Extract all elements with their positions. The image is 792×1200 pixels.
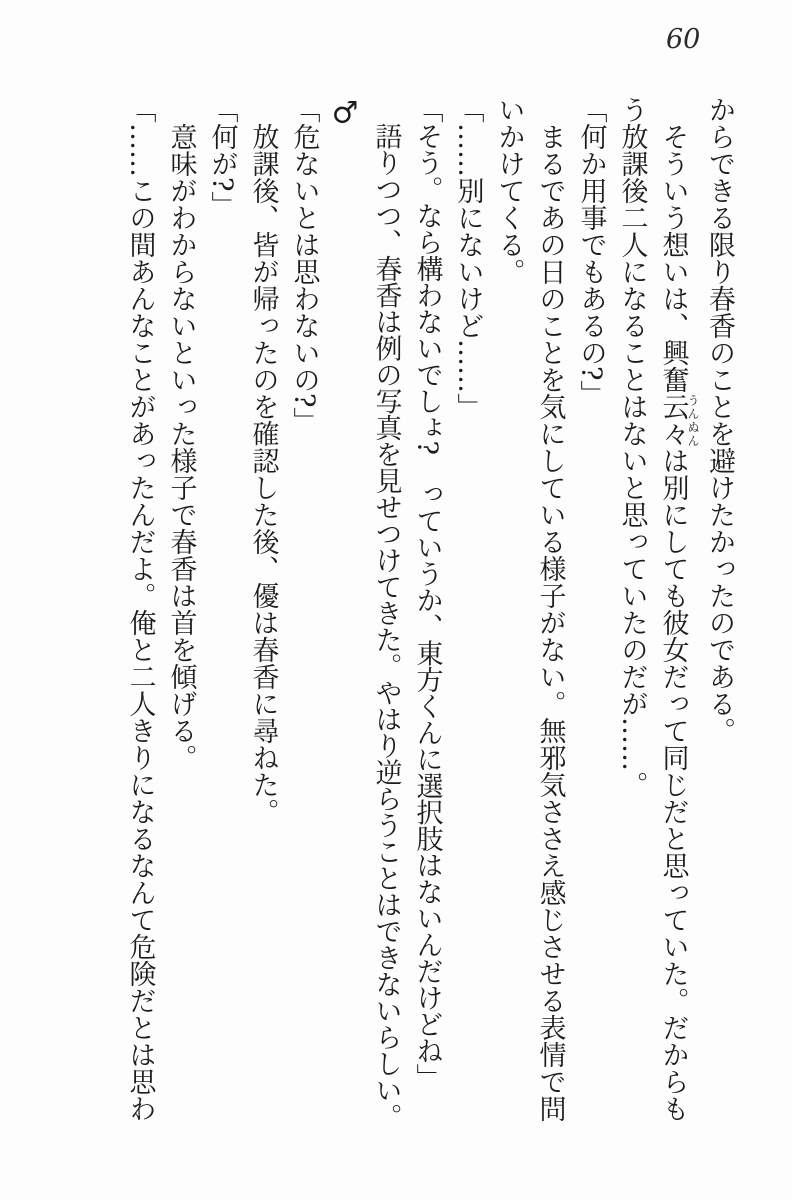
vertical-text-block	[120, 96, 741, 1132]
narration-paragraph: まるであの日のことを気にしている様子がない。無邪気ささえ感じさせる表情で問いかけてくる。	[493, 96, 566, 1122]
paragraph-text: は別にしても彼女だって同じだと思っていた。だからもう放課後二人になることはないと思っていたのだが……。	[616, 96, 689, 1122]
narration-paragraph	[612, 96, 700, 1132]
dialogue-line: 「……別にないけど……」	[452, 96, 484, 420]
dialogue-line: 「危ないとは思わないの?」	[288, 96, 320, 435]
narration-paragraph: 放課後、皆が帰ったのを確認した後、優は春香に尋ねた。	[247, 96, 279, 825]
ruby-base: 云々	[657, 393, 689, 447]
dialogue-line: 「何か用事でもあるの?」	[575, 96, 607, 408]
paragraph-text: そういう想いは、興奮	[657, 96, 689, 393]
dialogue-line: 「何が?」	[206, 96, 238, 219]
dialogue-line: 「……この間あんなことがあったんだよ。俺と二人きりになるなんて危険だとは思わ	[124, 96, 156, 1122]
dialogue-line: 「そう。なら構わないでしょ? っていうか、東方くんに選択肢はないんだけどね」	[411, 96, 443, 1091]
narration-paragraph: 語りつつ、春香は例の写真を見せつけてきた。やはり逆らうことはできないらしい。	[370, 96, 402, 1130]
section-divider	[325, 96, 366, 1132]
male-symbol-icon: ♂	[327, 96, 363, 131]
furigana: うんぬん	[686, 393, 700, 447]
page-number: 60	[666, 24, 701, 55]
narration-paragraph: からできる限り春香のことを避けたかったのである。	[704, 96, 735, 744]
narration-paragraph: 意味がわからないといった様子で春香は首を傾げる。	[165, 96, 197, 771]
ruby-annotated-word	[657, 393, 700, 447]
